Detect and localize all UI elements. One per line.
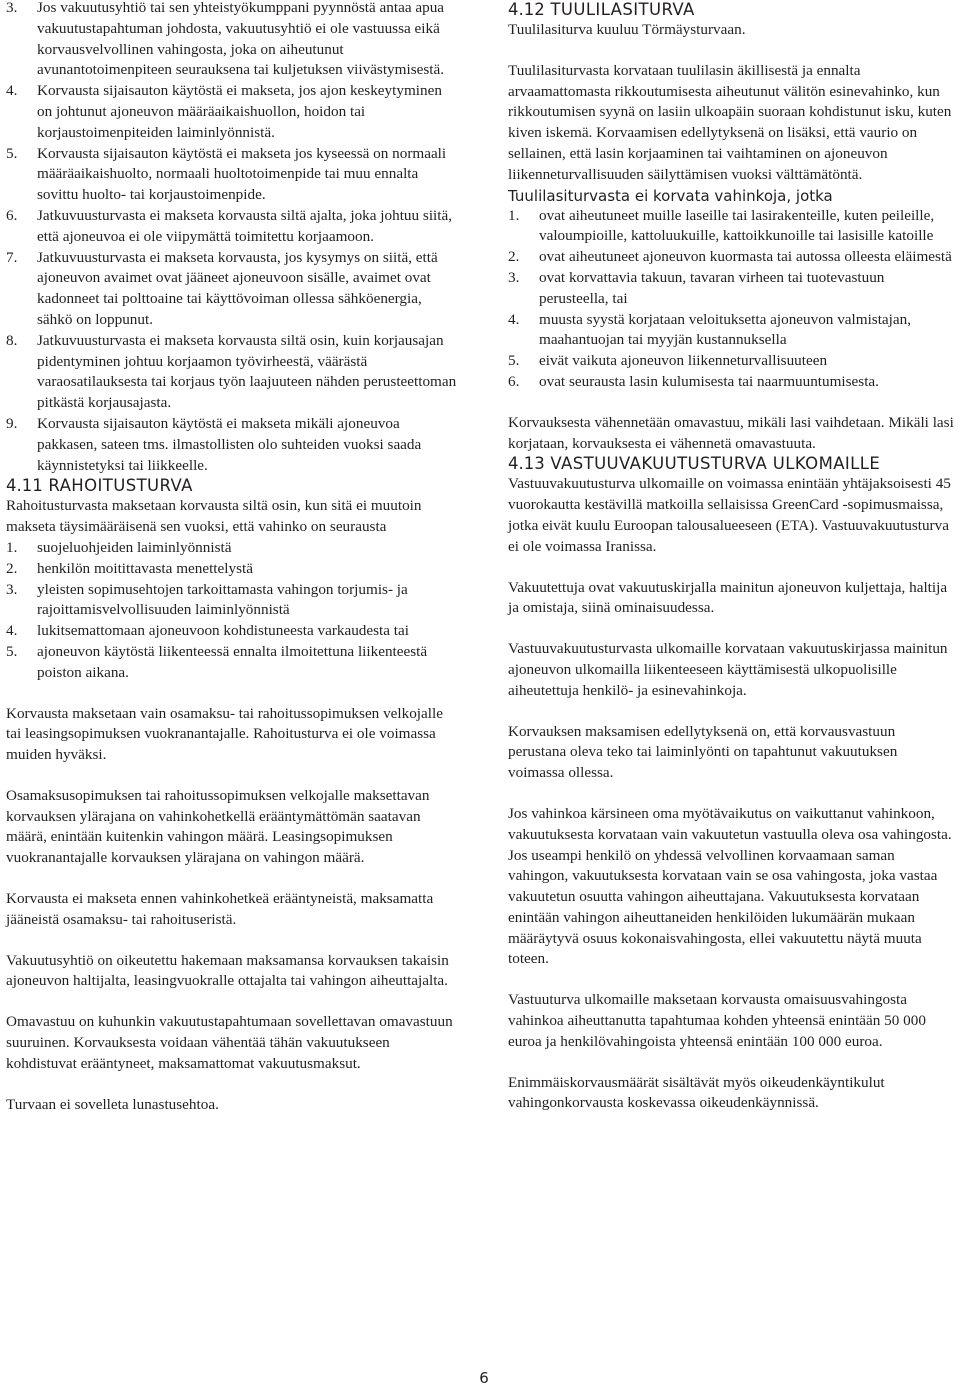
- list-item-text: Jatkuvuusturvasta ei makseta korvausta siltä ajalta, joka johtuu siitä, että ajoneuvoa ei ole viipymättä toimitettu korjaamoon.: [37, 206, 453, 245]
- exclusions-list-continued: [6, 0, 460, 476]
- paragraph: Omavastuu on kuhunkin vakuutustapahtumaan sovellettavan omavastuun suuruinen. Korvauksesta voidaan vähentää tähän vakuutukseen kohdistuvat erääntyneet, maksamattomat vakuutusmaksut.: [6, 1013, 453, 1072]
- left-column: [6, 0, 460, 1115]
- right-column: [508, 0, 954, 1114]
- paragraph: Vakuutettuja ovat vakuutuskirjalla mainitun ajoneuvon kuljettaja, haltija ja omistaja, siinä ominaisuudessa.: [508, 578, 948, 617]
- list-item-text: muusta syystä korjataan veloituksetta ajoneuvon valmistajan, maahantuojan tai myyjän kustannuksella: [539, 310, 912, 349]
- tuulilasiturva-exclusions-list: [508, 206, 954, 393]
- paragraph: Korvausta maksetaan vain osamaksu- tai rahoitussopimuksen velkojalle tai leasingsopimuksen vuokranantajalle. Rahoitusturva ei ole voimassa muiden hyväksi.: [6, 704, 443, 764]
- paragraph: Vastuuturva ulkomaille maksetaan korvausta omaisuusvahingosta vahinkoa aiheuttanutta tapahtumaa kohden yhteensä enintään 50 000 euroa ja henkilövahingoista yhteensä enintään 100 000 euroa.: [508, 991, 926, 1050]
- list-item: 5. eivät vaikuta ajoneuvon liikenneturvallisuuteen: [508, 352, 828, 370]
- list-item-text: Jatkuvuusturvasta ei makseta korvausta siltä osin, kuin korjausajan pidentyminen johtuu korjaamon työvirheestä, väärästä varaosatilauksesta tai korjaus työn laajuuteen nähden perusteettoman pitkästä korjausajasta.: [37, 331, 457, 412]
- list-item: 5. Korvausta sijaisauton käytöstä ei makseta jos kyseessä on normaali määräaikaishuolto, normaali huoltotoimenpide tai muu ennalta sovittu huolto- tai korjaustoimenpide.: [6, 144, 447, 204]
- paragraph: Turvaan ei sovelleta lunastusehtoa.: [6, 1095, 219, 1113]
- list-item-text: ovat korvattavia takuun, tavaran virheen tai tuotevastuun perusteella, tai: [539, 268, 885, 307]
- list-item: 3. Jos vakuutusyhtiö tai sen yhteistyökumppani pyynnöstä antaa apua vakuutustapahtuman johdosta, vakuutusyhtiö ei ole vastuussa eikä korvausvelvollinen vahingosta, joka on aiheutunut avunantotoimenpiteen seurauksena tai kuljetuksen viivästymisestä.: [6, 0, 445, 79]
- rahoitusturva-conditions-list: [6, 538, 460, 684]
- list-item: 6. ovat seurausta lasin kulumisesta tai naarmuuntumisesta.: [508, 372, 879, 390]
- list-item-text: Korvausta sijaisauton käytöstä ei makseta mikäli ajoneuvoa pakkasen, sateen tms. ilmastollisten olo suhteiden vuoksi saada käynnistetyksi tai liikkeelle.: [37, 414, 422, 474]
- paragraph: Enimmäiskorvausmäärät sisältävät myös oikeudenkäyntikulut vahingonkorvausta koskevassa oikeudenkäynnissä.: [508, 1073, 885, 1112]
- list-item-text: ovat aiheutuneet ajoneuvon kuormasta tai autossa olleesta eläimestä: [539, 248, 952, 266]
- section-title-rahoitusturva: 4.11 RAHOITUSTURVA: [6, 476, 193, 496]
- list-item-text: Korvausta sijaisauton käytöstä ei makseta jos kyseessä on normaali määräaikaishuolto, normaali huoltotoimenpide tai muu ennalta sovittu huolto- tai korjaustoimenpide.: [37, 144, 447, 204]
- list-item: 4. Korvausta sijaisauton käytöstä ei makseta, jos ajon keskeytyminen on johtunut ajoneuvon määräaikaishuollon, hoidon tai korjaustoimenpiteiden laiminlyönnistä.: [6, 82, 442, 141]
- section-title-tuulilasiturva: 4.12 TUULILASITURVA: [508, 0, 695, 19]
- paragraph: Vakuutusyhtiö on oikeutettu hakemaan maksamansa korvauksen takaisin ajoneuvon haltijalta, leasingvuokralle ottajalta tai vahingon aiheuttajalta.: [6, 951, 449, 990]
- list-item: 1. suojeluohjeiden laiminlyönnistä: [6, 538, 232, 556]
- list-item: 4. muusta syystä korjataan veloituksetta ajoneuvon valmistajan, maahantuojan tai myyjän kustannuksella: [508, 310, 912, 349]
- paragraph: Jos vahinkoa kärsineen oma myötävaikutus on vaikuttanut vahinkoon, vakuutuksesta korvataan vain vakuutetun vastuulla oleva osa vahingosta. Jos useampi henkilö on yhdessä velvollinen korvaamaan saman vahingon, vakuutuksesta korvataan vain se osa vahingosta, joka vastaa vakuutetun osuutta vahingon aiheuttajana. Vakuutuksesta korvataan enintään vahingon aiheuttaneiden henkilöiden lukumäärän mukaan määräytyvä osuus kokonaisvahingosta, ellei vakuutettu näytä muuta toteen.: [508, 804, 952, 968]
- list-item-text: yleisten sopimusehtojen tarkoittamasta vahingon torjumis- ja rajoittamisvelvollisuuden laiminlyönnistä: [37, 580, 408, 619]
- page-number: 6: [479, 1369, 489, 1387]
- list-item: 2. ovat aiheutuneet ajoneuvon kuormasta tai autossa olleesta eläimestä: [508, 248, 952, 266]
- paragraph: Osamaksusopimuksen tai rahoitussopimuksen velkojalle maksettavan korvauksen ylärajana on vahinkohetkellä erääntymättömän saatavan määrä, enintään kuitenkin vahingon määrä. Leasingsopimuksen vuokranantajalle korvauksen ylärajana on vahingon määrä.: [6, 786, 430, 867]
- list-item-text: Jos vakuutusyhtiö tai sen yhteistyökumppani pyynnöstä antaa apua vakuutustapahtuman johdosta, vakuutusyhtiö ei ole vastuussa eikä korvausvelvollinen vahingosta, joka on aiheutunut avunantotoimenpiteen seurauksena tai kuljetuksen viivästymisestä.: [37, 0, 445, 79]
- list-item-text: lukitsemattomaan ajoneuvoon kohdistuneesta varkaudesta tai: [37, 622, 409, 640]
- list-item: 1. ovat aiheutuneet muille laseille tai lasirakenteille, kuten peileille, valoumpioille, kattoluukuille, kattoikkunoille tai lasisille katoille: [508, 206, 935, 245]
- list-item: 9. Korvausta sijaisauton käytöstä ei makseta mikäli ajoneuvoa pakkasen, sateen tms. ilmastollisten olo suhteiden vuoksi saada käynnistetyksi tai liikkeelle.: [6, 414, 422, 474]
- section-intro: Rahoitusturvasta maksetaan korvausta siltä osin, kun sitä ei muutoin makseta täysimääräisenä sen vuoksi, että vahinko on seurausta: [6, 497, 422, 536]
- list-item-text: ovat aiheutuneet muille laseille tai lasirakenteille, kuten peileille, valoumpioille, kattoluukuille, kattoikkunoille tai lasisille katoille: [539, 206, 935, 245]
- paragraph: Vastuuvakuutusturvasta ulkomaille korvataan vakuutuskirjassa mainitun ajoneuvon ulkomailla liikenteeseen käyttämisestä ulkopuolisille aiheutettuja henkilö- ja esinevahinkoja.: [508, 640, 948, 699]
- list-item-text: ajoneuvon käytöstä liikenteessä ennalta ilmoitettuna liikenteestä poiston aikana.: [37, 642, 428, 681]
- list-item-text: eivät vaikuta ajoneuvon liikenneturvallisuuteen: [539, 352, 828, 370]
- list-item: 5. ajoneuvon käytöstä liikenteessä ennalta ilmoitettuna liikenteestä poiston aikana.: [6, 642, 428, 681]
- list-item-text: Jatkuvuusturvasta ei makseta korvausta, jos kysymys on siitä, että ajoneuvon avaimet ovat jääneet ajoneuvoon sisälle, avaimet ovat kadonneet tai polttoaine tai käyttövoiman ollessa sähköenergia, sähkö on loppunut.: [37, 248, 438, 328]
- list-item-text: henkilön moitittavasta menettelystä: [37, 559, 253, 577]
- paragraph: Korvauksesta vähennetään omavastuu, mikäli lasi vaihdetaan. Mikäli lasi korjataan, korvauksesta ei vähennetä omavastuuta.: [508, 413, 954, 452]
- list-item: 4. lukitsemattomaan ajoneuvoon kohdistuneesta varkaudesta tai: [6, 622, 409, 640]
- section-title-vastuuvakuutusturva: 4.13 VASTUUVAKUUTUSTURVA ULKOMAILLE: [508, 454, 881, 474]
- paragraph: Korvauksen maksamisen edellytyksenä on, että korvausvastuun perustana oleva teko tai laiminlyönti on tapahtunut vakuutuksen voimassa ollessa.: [508, 722, 898, 782]
- section-intro: Tuulilasiturva kuuluu Törmäysturvaan.: [508, 21, 746, 38]
- list-item-text: Korvausta sijaisauton käytöstä ei makseta, jos ajon keskeytyminen on johtunut ajoneuvon määräaikaishuollon, hoidon tai korjaustoimenpiteiden laiminlyönnistä.: [37, 82, 442, 141]
- list-item: 8. Jatkuvuusturvasta ei makseta korvausta siltä osin, kuin korjausajan pidentyminen johtuu korjaamon työvirheestä, väärästä varaosatilauksesta tai korjaus työn laajuuteen nähden perusteettoman pitkästä korjausajasta.: [6, 331, 457, 412]
- subheading: Tuulilasiturvasta ei korvata vahinkoja, jotka: [508, 186, 833, 205]
- list-item-text: suojeluohjeiden laiminlyönnistä: [37, 538, 232, 556]
- list-item: 2. henkilön moitittavasta menettelystä: [6, 559, 253, 577]
- list-item-text: ovat seurausta lasin kulumisesta tai naarmuuntumisesta.: [539, 372, 879, 390]
- list-item: 7. Jatkuvuusturvasta ei makseta korvausta, jos kysymys on siitä, että ajoneuvon avaimet ovat jääneet ajoneuvoon sisälle, avaimet ovat kadonneet tai polttoaine tai käyttövoiman ollessa sähköenergia, sähkö on loppunut.: [6, 248, 438, 328]
- paragraph: Korvausta ei makseta ennen vahinkohetkeä erääntyneistä, maksamatta jääneistä osamaksu- tai rahoituseristä.: [6, 890, 434, 928]
- list-item: 6. Jatkuvuusturvasta ei makseta korvausta siltä ajalta, joka johtuu siitä, että ajoneuvoa ei ole viipymättä toimitettu korjaamoon.: [6, 206, 453, 245]
- paragraph: Vastuuvakuutusturva ulkomaille on voimassa enintään yhtäjaksoisesti 45 vuorokautta kestävillä matkoilla sellaisissa GreenCard -sopimusmaissa, jotka eivät kuulu Euroopan talousalueeseen (ETA). Vastuuvakuutusturva ei ole voimassa Iranissa.: [508, 475, 951, 555]
- paragraph: Tuulilasiturvasta korvataan tuulilasin äkillisestä ja ennalta arvaamattomasta rikkoutumisesta aiheutunut välitön esinevahinko, kun rikkoutumisen syynä on lasiin ulkoapäin suoraan kohdistunut isku, kuten kiven iskemä. Korvaamisen edellytyksenä on lisäksi, että vaurio on sellainen, että lasin korjaaminen tai vaihtaminen on ajoneuvon liikenneturvallisuuden säilyttämisen vuoksi välttämätöntä.: [508, 61, 952, 183]
- list-item: 3. yleisten sopimusehtojen tarkoittamasta vahingon torjumis- ja rajoittamisvelvollisuuden laiminlyönnistä: [6, 580, 408, 619]
- list-item: 3. ovat korvattavia takuun, tavaran virheen tai tuotevastuun perusteella, tai: [508, 268, 885, 307]
